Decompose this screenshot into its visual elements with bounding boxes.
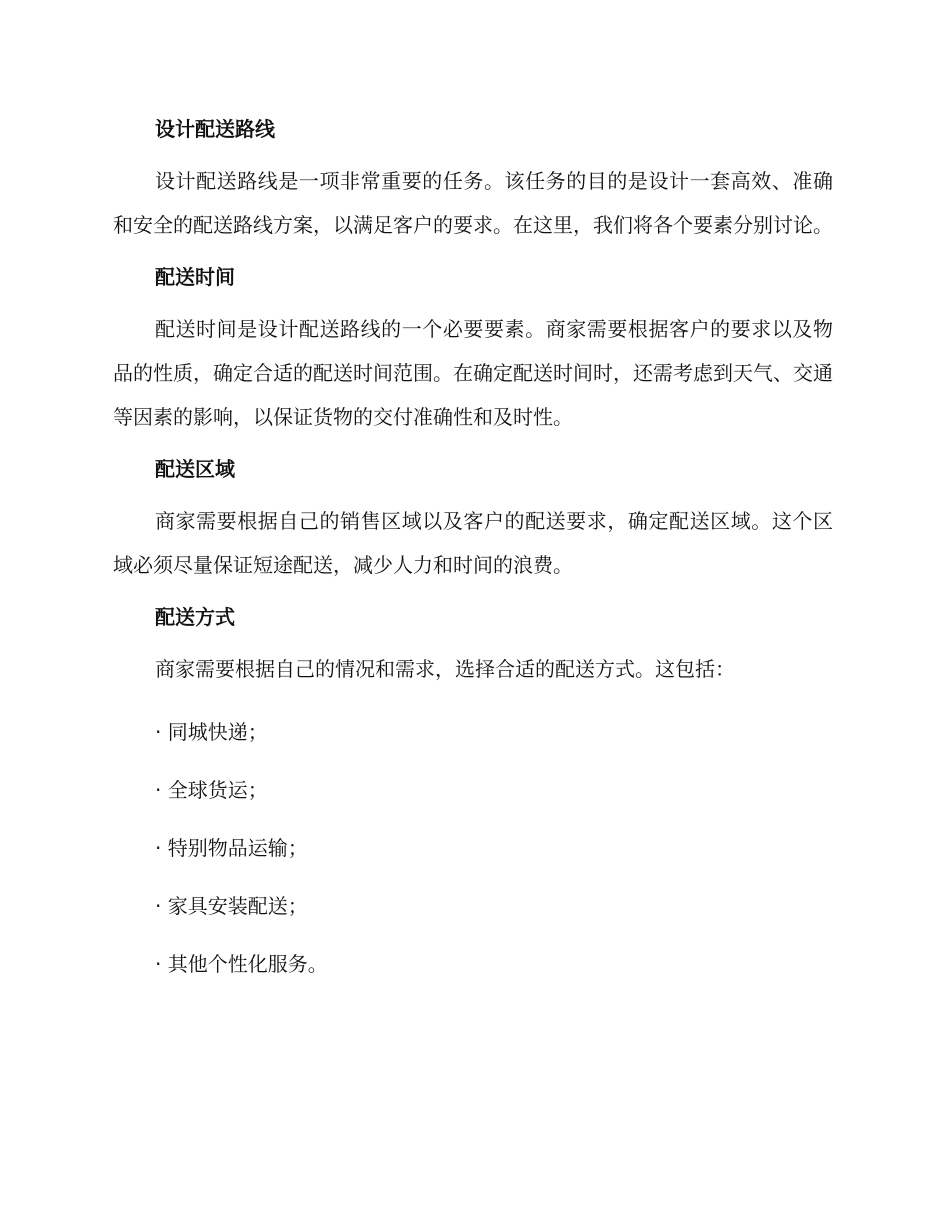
- delivery-method-list: [113, 715, 833, 981]
- section-heading-delivery-method: 配送方式: [155, 605, 235, 629]
- list-item: · 同城快递；: [155, 720, 268, 744]
- section-heading-route-design: 设计配送路线: [155, 117, 275, 141]
- section-paragraph-delivery-area: 商家需要根据自己的销售区域以及客户的配送要求，确定配送区域。这个区域必须尽量保证短途配送，减少人力和时间的浪费。: [113, 509, 833, 577]
- section-heading-delivery-time: 配送时间: [155, 265, 235, 289]
- section-paragraph-delivery-method: 商家需要根据自己的情况和需求，选择合适的配送方式。这包括：: [155, 657, 735, 681]
- list-item: · 其他个性化服务。: [155, 952, 328, 976]
- section-paragraph-route-design: 设计配送路线是一项非常重要的任务。该任务的目的是设计一套高效、准确和安全的配送路线方案，以满足客户的要求。在这里，我们将各个要素分别讨论。: [113, 169, 833, 237]
- section-paragraph-delivery-time: 配送时间是设计配送路线的一个必要要素。商家需要根据客户的要求以及物品的性质，确定合适的配送时间范围。在确定配送时间时，还需考虑到天气、交通等因素的影响，以保证货物的交付准确性和及时性。: [113, 317, 833, 429]
- list-item: · 全球货运；: [155, 778, 268, 802]
- list-item: · 特别物品运输；: [155, 836, 308, 860]
- document-body: [113, 112, 833, 981]
- section-heading-delivery-area: 配送区域: [155, 457, 235, 481]
- list-item: · 家具安装配送；: [155, 894, 308, 918]
